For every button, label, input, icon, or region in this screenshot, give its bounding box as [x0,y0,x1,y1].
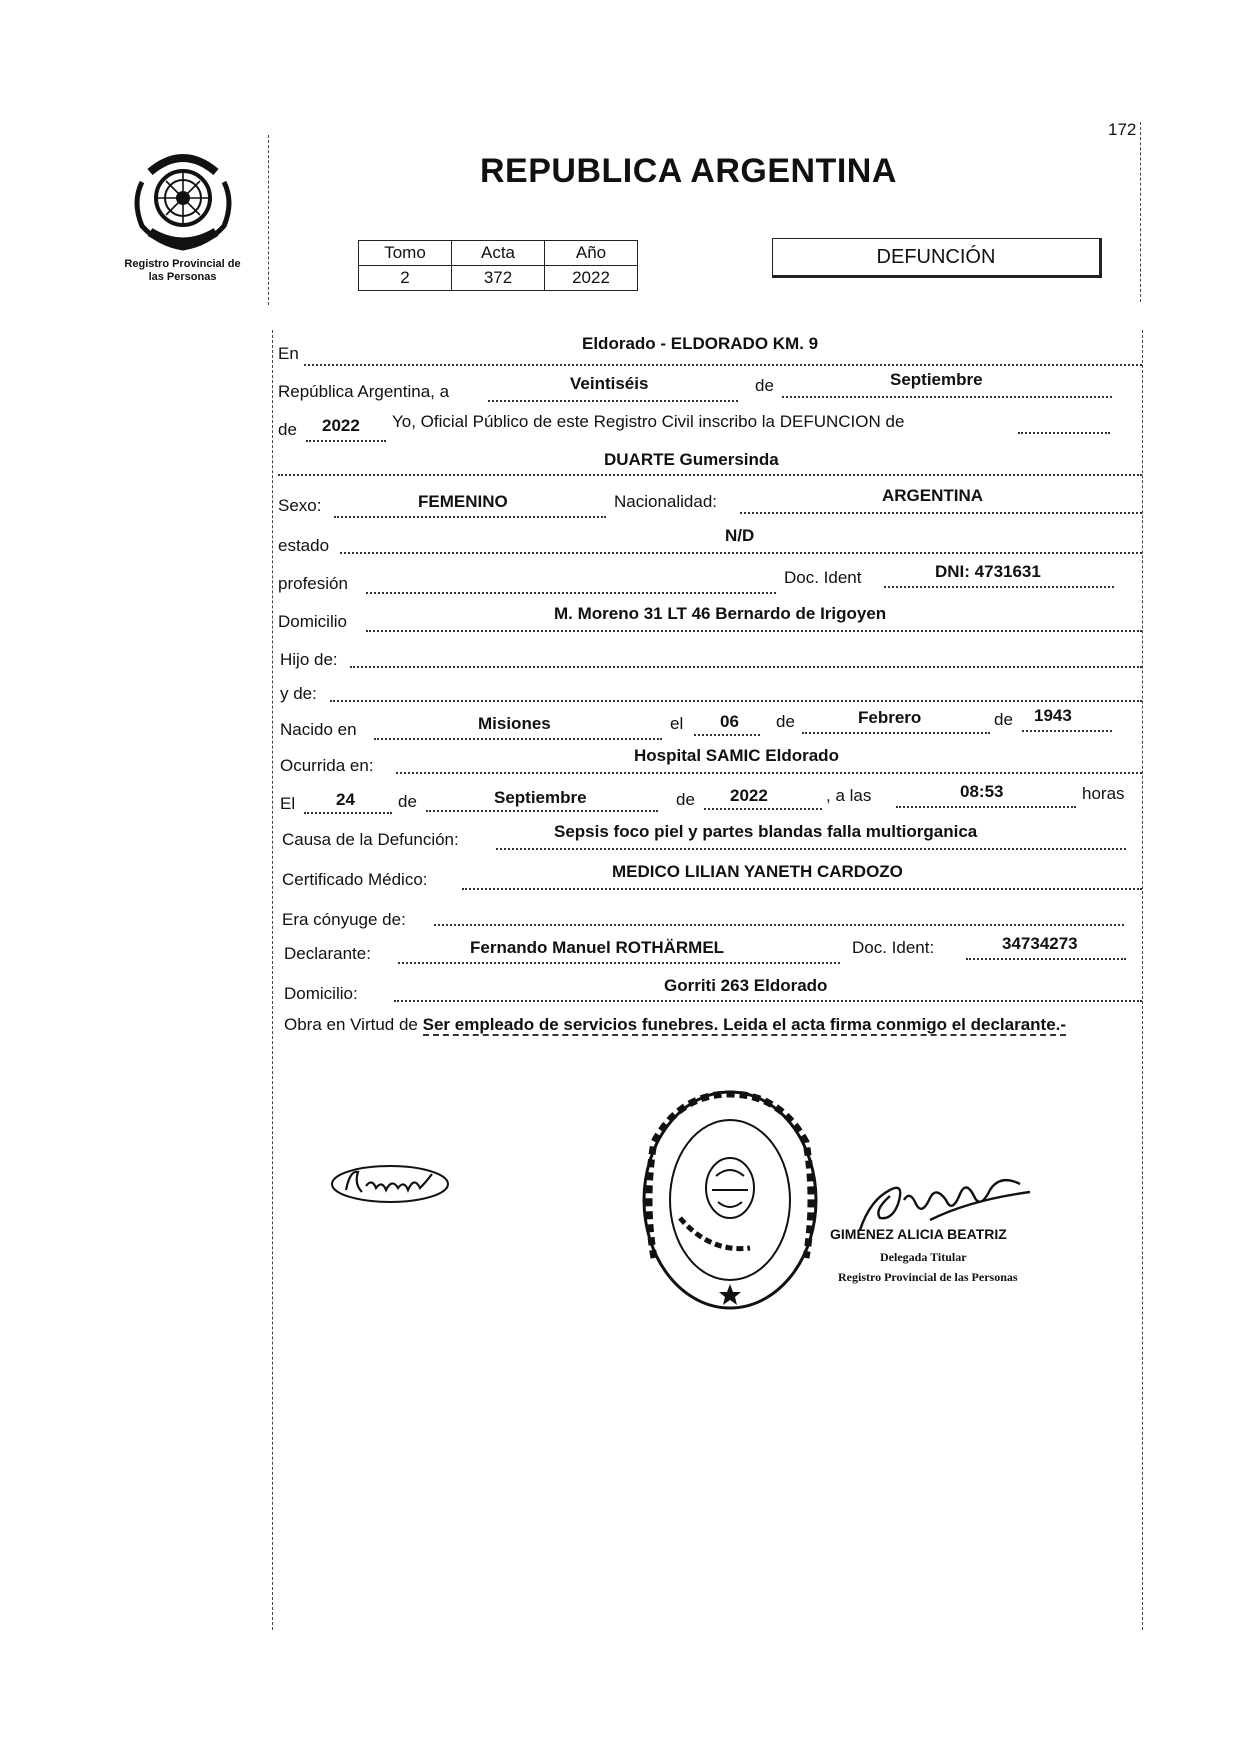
page-number: 172 [1108,120,1137,139]
obra-text: Ser empleado de servicios funebres. Leida el acta firma conmigo el declarante.- [422,1015,1067,1034]
decl-doc-value: 34734273 [1002,934,1078,953]
death-time-value: 08:53 [960,782,1004,801]
anio-header: Año [545,241,638,266]
declarant-signature [328,1160,452,1208]
nacido-lugar-value: Misiones [478,714,551,733]
tomo-header: Tomo [359,241,452,266]
estado-line [340,552,1142,554]
page-title: REPUBLICA ARGENTINA [480,152,897,190]
el-label: el [670,714,684,733]
left-margin-line [272,330,273,1630]
day-line [488,400,738,402]
nacido-anio-value: 1943 [1034,706,1072,725]
decl-dom-value: Gorriti 263 Eldorado [664,976,828,995]
hijo-line [350,666,1142,668]
causa-value: Sepsis foco piel y partes blandas falla multiorganica [554,822,978,841]
left-margin-line-top [268,135,269,305]
alas-label: , a las [826,786,872,805]
yde-line [330,700,1142,702]
domicilio-line [366,630,1142,632]
year-value: 2022 [322,416,360,435]
ocurrida-value: Hospital SAMIC Eldorado [634,746,839,765]
certificado-line [462,888,1142,890]
certificado-label: Certificado Médico: [282,870,428,889]
declarante-line [398,962,840,964]
decl-doc-line [966,958,1126,960]
nacido-label: Nacido en [280,720,357,739]
declarante-label: Declarante: [284,944,371,963]
de-label-4: de [994,710,1013,729]
death-time-line [896,806,1076,808]
nacido-lugar-line [374,738,662,740]
nacionalidad-label: Nacionalidad: [614,492,718,511]
reference-value-row [359,266,638,291]
certificado-value: MEDICO LILIAN YANETH CARDOZO [612,862,903,881]
inscribo-label: Yo, Oficial Público de este Registro Civil inscribo la DEFUNCION de [392,412,905,431]
domicilio-label: Domicilio [278,612,347,631]
official-role: Delegada Titular [880,1250,967,1264]
nacido-mes-line [802,732,990,734]
doc-ident-label: Doc. Ident [784,568,862,587]
ocurrida-label: Ocurrida en: [280,756,374,775]
day-text-value: Veintiséis [570,374,649,393]
yde-label: y de: [280,684,317,703]
sexo-value: FEMENINO [418,492,508,511]
death-month-line [426,810,658,812]
year-line [306,440,386,442]
sexo-line [334,516,606,518]
month-line [782,396,1112,398]
decl-doc-label: Doc. Ident: [852,938,935,957]
right-margin-line [1142,330,1143,1630]
horas-label: horas [1082,784,1125,803]
doc-ident-value: DNI: 4731631 [935,562,1041,581]
death-year-value: 2022 [730,786,768,805]
nacido-mes-value: Febrero [858,708,922,727]
acta-header: Acta [452,241,545,266]
conyuge-label: Era cónyuge de: [282,910,406,929]
deceased-line [278,474,1142,476]
nacido-anio-line [1022,730,1112,732]
causa-label: Causa de la Defunción: [282,830,459,849]
inscribo-line [1018,432,1110,434]
death-day-line [304,812,392,814]
obra-label: Obra en Virtud de [284,1015,418,1034]
decl-dom-label: Domicilio: [284,984,358,1003]
nacionalidad-value: ARGENTINA [882,486,984,505]
reference-header-row [359,241,638,266]
de-label-5: de [398,792,417,811]
republica-label: República Argentina, a [278,382,450,401]
official-name: GIMENEZ ALICIA BEATRIZ [830,1226,1007,1242]
tomo-value: 2 [359,266,452,291]
official-registry: Registro Provincial de las Personas [838,1270,1018,1284]
place-line [304,364,1142,366]
doc-ident-line [884,586,1114,588]
domicilio-value: M. Moreno 31 LT 46 Bernardo de Irigoyen [554,604,887,623]
act-type-box: DEFUNCIÓN [772,238,1102,278]
de-label-6: de [676,790,695,809]
registry-name [100,258,265,284]
deceased-name-value: DUARTE Gumersinda [604,450,779,469]
hijo-label: Hijo de: [280,650,338,669]
ocurrida-line [396,772,1142,774]
nacido-dia-line [694,734,760,736]
death-year-line [704,808,822,810]
registry-name-line1: Registro Provincial de [124,258,241,270]
el2-label: El [280,794,296,813]
nacionalidad-line [740,512,1142,514]
month-value: Septiembre [890,370,983,389]
death-month-value: Septiembre [494,788,587,807]
obra-paragraph [284,1012,1150,1038]
profesion-label: profesión [278,574,348,593]
official-seal [640,1088,820,1312]
decl-dom-line [394,1000,1142,1002]
right-margin-line-top [1140,122,1141,302]
profesion-line [366,592,776,594]
causa-line [496,848,1126,850]
anio-value: 2022 [545,266,638,291]
estado-value: N/D [725,526,755,545]
estado-label: estado [278,536,330,555]
en-label: En [278,344,299,363]
death-day-value: 24 [336,790,355,809]
conyuge-line [434,924,1124,926]
nacido-dia-value: 06 [720,712,739,731]
place-value: Eldorado - ELDORADO KM. 9 [582,334,819,353]
de-label-3: de [776,712,795,731]
reference-table [358,240,638,291]
registry-name-line2: las Personas [148,271,217,283]
de-label: de [755,376,774,395]
declarante-value: Fernando Manuel ROTHÄRMEL [470,938,725,957]
de-label-2: de [278,420,297,439]
sexo-label: Sexo: [278,496,322,515]
provincial-emblem [128,140,238,252]
acta-value: 372 [452,266,545,291]
